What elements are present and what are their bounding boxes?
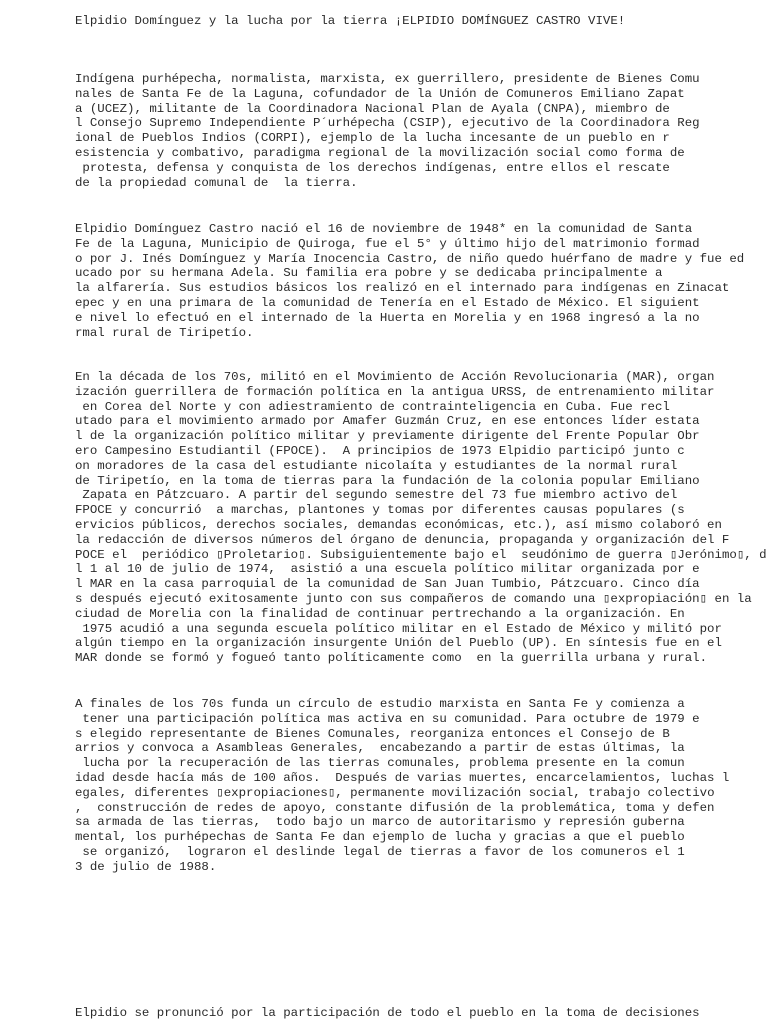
text-line: mental, los purhépechas de Santa Fe dan ejemplo de lucha y gracias a que el pueblo [75,830,685,845]
text-line: ervicios públicos, derechos sociales, demandas económicas, etc.), así mismo colaboró en [75,518,722,532]
text-line: 1975 acudió a una segunda escuela político militar en el Estado de México y militó por [75,621,722,636]
text-line: egales, diferentes ▯expropiaciones▯, permanente movilización social, trabajo colectivo [75,785,715,800]
text-line: l MAR en la casa parroquial de la comunidad de San Juan Tumbio, Pátzcuaro. Cinco día [75,577,700,592]
text-line: on moradores de la casa del estudiante nicolaíta y estudiantes de la normal rural [75,458,678,473]
text-line: epec y en una primara de la comunidad de Tenería en el Estado de México. El siguient [75,296,700,310]
text-line: rmal rural de Tiripetío. [75,325,254,340]
text-line: de la propiedad comunal de la tierra. [75,175,358,190]
text-line: ciudad de Morelia con la finalidad de continuar pertrechando a la organización. En [75,606,685,621]
text-line: 3 de julio de 1988. [75,859,217,874]
text-line: esistencia y combativo, paradigma regional de la movilización social como forma de [75,146,685,160]
text-line: ional de Pueblos Indios (CORPI), ejemplo de la lucha incesante de un pueblo en r [75,131,670,146]
text-line: lucha por la recuperación de las tierras comunales, problema presente en la comun [75,756,685,771]
text-line: idad desde hacía más de 100 años. Después de varias muertes, encarcelamientos, luchas l [75,771,730,785]
text-line: de Tiripetío, en la toma de tierras para la fundación de la colonia popular Emiliano [75,473,700,488]
text-line: Elpidio Domínguez Castro nació el 16 de noviembre de 1948* en la comunidad de Santa [75,222,693,236]
text-line: nales de Santa Fe de la Laguna, cofundador de la Unión de Comuneros Emiliano Zapat [75,86,685,101]
text-line: en Corea del Norte y con adiestramiento de contrainteligencia en Cuba. Fue recl [75,399,670,414]
text-line: A finales de los 70s funda un círculo de estudio marxista en Santa Fe y comienza a [75,697,685,711]
text-line: e nivel lo efectuó en el internado de la Huerta en Morelia y en 1968 ingresó a la no [75,310,700,325]
text-line: la redacción de diversos números del órgano de denuncia, propaganda y organización del F [75,532,730,547]
text-line: ización guerrillera de formación política en la antigua URSS, de entrenamiento militar [75,384,715,399]
text-line: protesta, defensa y conquista de los derechos indígenas, entre ellos el rescate [75,160,670,175]
text-line: Zapata en Pátzcuaro. A partir del segundo semestre del 73 fue miembro activo del [75,488,678,503]
text-line: sa armada de las tierras, todo bajo un marco de autoritarismo y represión guberna [75,815,685,830]
text-line: la alfarería. Sus estudios básicos los realizó en el internado para indígenas en Zinacat [75,281,730,296]
text-line: a (UCEZ), militante de la Coordinadora Nacional Plan de Ayala (CNPA), miembro de [75,101,670,116]
text-line: , construcción de redes de apoyo, constante difusión de la problemática, toma y defen [75,800,715,815]
text-line: FPOCE y concurrió a marchas, plantones y tomas por diferentes causas populares (s [75,503,685,518]
text-line: utado para el movimiento armado por Amafer Guzmán Cruz, en ese entonces líder estata [75,414,700,429]
text-line: algún tiempo en la organización insurgente Unión del Pueblo (UP). En síntesis fue en el [75,636,722,651]
text-line: ero Campesino Estudiantil (FPOCE). A principios de 1973 Elpidio participó junto c [75,444,685,458]
text-line: l 1 al 10 de julio de 1974, asistió a una escuela político militar organizada por e [75,562,700,577]
text-line: ucado por su hermana Adela. Su familia era pobre y se dedicaba principalmente a [75,266,663,281]
text-line: Elpidio se pronunció por la participación de todo el pueblo en la toma de decisiones [75,1006,700,1020]
text-line: l Consejo Supremo Independiente P´urhépecha (CSIP), ejecutivo de la Coordinadora Reg [75,116,700,131]
text-line: l de la organización político militar y previamente dirigente del Frente Popular Obr [75,429,700,444]
text-line: En la década de los 70s, militó en el Movimiento de Acción Revolucionaria (MAR), organ [75,370,715,384]
text-line: arrios y convoca a Asambleas Generales, encabezando a partir de estas últimas, la [75,741,685,756]
text-line: s elegido representante de Bienes Comunales, reorganiza entonces el Consejo de B [75,726,670,741]
text-line: MAR donde se formó y fogueó tanto políticamente como en la guerrilla urbana y rural. [75,651,708,666]
text-line: s después ejecutó exitosamente junto con sus compañeros de comando una ▯expropiación▯ en la [75,592,752,606]
text-line: Fe de la Laguna, Municipio de Quiroga, fue el 5° y último hijo del matrimonio formad [75,236,700,251]
text-line: o por J. Inés Domínguez y María Inocencia Castro, de niño quedo huérfano de madre y fue ed [75,251,745,266]
text-line: se organizó, lograron el deslinde legal de tierras a favor de los comuneros el 1 [75,845,685,859]
text-line: tener una participación política mas activa en su comunidad. Para octubre de 1979 e [75,711,700,726]
document-title: Elpidio Domínguez y la lucha por la tierra ¡ELPIDIO DOMÍNGUEZ CASTRO VIVE! [75,14,626,28]
text-line: Indígena purhépecha, normalista, marxista, ex guerrillero, presidente de Bienes Comu [75,72,700,86]
text-line: POCE el periódico ▯Proletario▯. Subsiguientemente bajo el seudónimo de guerra ▯Jerónimo▯, d [75,547,767,562]
